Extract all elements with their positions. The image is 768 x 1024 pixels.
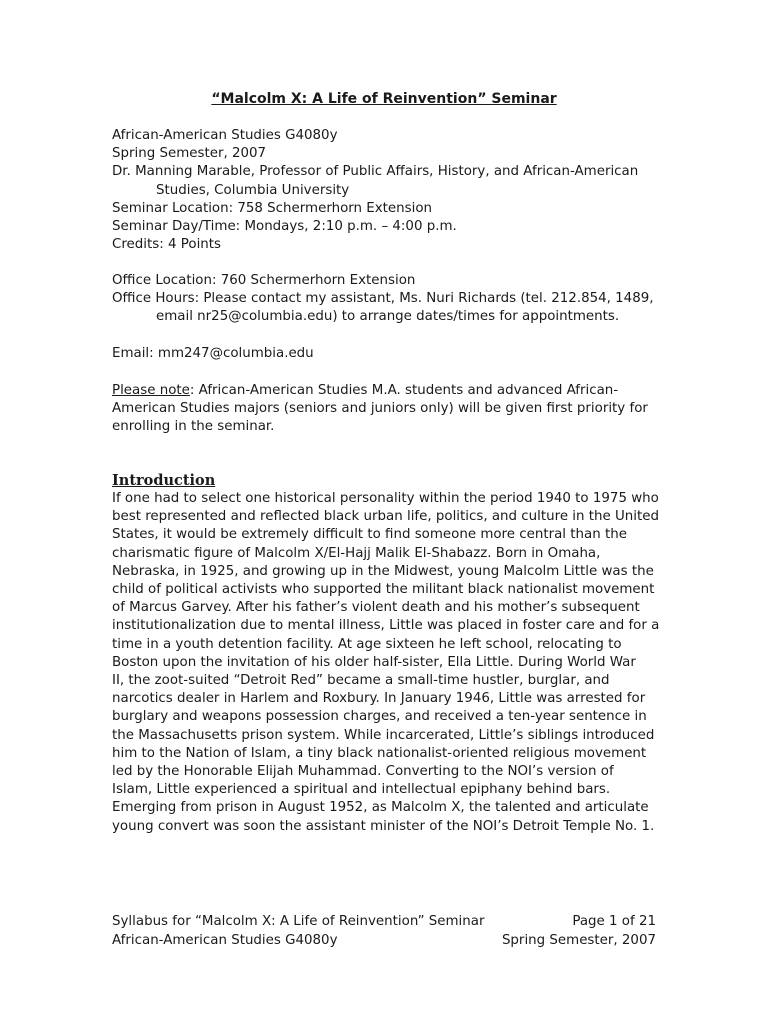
introduction-line: the Massachusetts prison system. While incarcerated, Little’s siblings introduced — [112, 727, 655, 743]
introduction-line: best represented and reflected black urban life, politics, and culture in the United — [112, 509, 660, 525]
instructor-affiliation: Studies, Columbia University — [156, 182, 350, 198]
introduction-line: States, it would be extremely difficult to find someone more central than the — [112, 527, 627, 543]
introduction-line: him to the Nation of Islam, a tiny black nationalist-oriented religious movement — [112, 745, 647, 761]
document-title: “Malcolm X: A Life of Reinvention” Seminar — [211, 91, 557, 107]
note-line-3: enrolling in the seminar. — [112, 419, 275, 435]
introduction-line: Boston upon the invitation of his older half-sister, Ella Little. During World War — [112, 654, 636, 670]
instructor-email: Email: mm247@columbia.edu — [112, 346, 314, 361]
enrollment-note — [112, 382, 648, 437]
introduction-line: II, the zoot-suited “Detroit Red” became a small-time hustler, burglar, and — [112, 673, 610, 689]
course-info — [112, 127, 638, 254]
footer-semester: Spring Semester, 2007 — [501, 933, 656, 948]
office-info — [112, 272, 653, 327]
introduction-section — [112, 472, 659, 836]
note-line-2: American Studies majors (seniors and juniors only) will be given first priority for — [112, 401, 648, 417]
introduction-line: Islam, Little experienced a spiritual and intellectual epiphany behind bars. — [112, 782, 611, 798]
footer-course: African-American Studies G4080y — [112, 933, 338, 948]
semester: Spring Semester, 2007 — [112, 146, 267, 162]
page-footer — [112, 912, 656, 950]
office-hours: Office Hours: Please contact my assistant, Ms. Nuri Richards (tel. 212.854, 1489, — [112, 291, 654, 307]
introduction-line: charismatic figure of Malcolm X/El-Hajj Malik El-Shabazz. Born in Omaha, — [112, 545, 601, 561]
note-text: : African-American Studies M.A. students and advanced African- — [189, 383, 619, 398]
seminar-day-time: Seminar Day/Time: Mondays, 2:10 p.m. – 4:00 p.m. — [112, 219, 457, 235]
introduction-line: institutionalization due to mental illness, Little was placed in foster care and for a — [112, 618, 660, 634]
introduction-line: young convert was soon the assistant minister of the NOI’s Detroit Temple No. 1. — [112, 818, 655, 834]
seminar-location: Seminar Location: 758 Schermerhorn Extension — [112, 200, 433, 216]
instructor: Dr. Manning Marable, Professor of Public Affairs, History, and African-American — [112, 164, 639, 180]
course-number: African-American Studies G4080y — [112, 128, 338, 143]
introduction-line: time in a youth detention facility. At age sixteen he left school, relocating to — [112, 636, 622, 652]
introduction-line: Nebraska, in 1925, and growing up in the Midwest, young Malcolm Little was the — [112, 563, 654, 579]
introduction-line: child of political activists who supported the militant black nationalist movement — [112, 582, 655, 598]
introduction-line: If one had to select one historical personality within the period 1940 to 1975 who — [112, 491, 659, 506]
introduction-line: Emerging from prison in August 1952, as Malcolm X, the talented and articulate — [112, 800, 649, 816]
introduction-line: narcotics dealer in Harlem and Roxbury. In January 1946, Little was arrested for — [112, 691, 646, 707]
introduction-heading: Introduction — [112, 472, 216, 489]
introduction-line: led by the Honorable Elijah Muhammad. Converting to the NOI’s version of — [112, 764, 614, 780]
footer-syllabus-title: Syllabus for “Malcolm X: A Life of Reinvention” Seminar — [112, 914, 485, 929]
office-location: Office Location: 760 Schermerhorn Extension — [112, 273, 416, 288]
note-label: Please note — [112, 383, 190, 398]
office-hours-contact: email nr25@columbia.edu) to arrange dates/times for appointments. — [156, 309, 620, 325]
email-line — [112, 345, 314, 363]
footer-page-number: Page 1 of 21 — [572, 914, 656, 929]
introduction-body — [112, 490, 659, 836]
introduction-line: of Marcus Garvey. After his father’s violent death and his mother’s subsequent — [112, 600, 640, 616]
credits: Credits: 4 Points — [112, 237, 222, 253]
introduction-line: burglary and weapons possession charges, and received a ten-year sentence in — [112, 709, 647, 725]
